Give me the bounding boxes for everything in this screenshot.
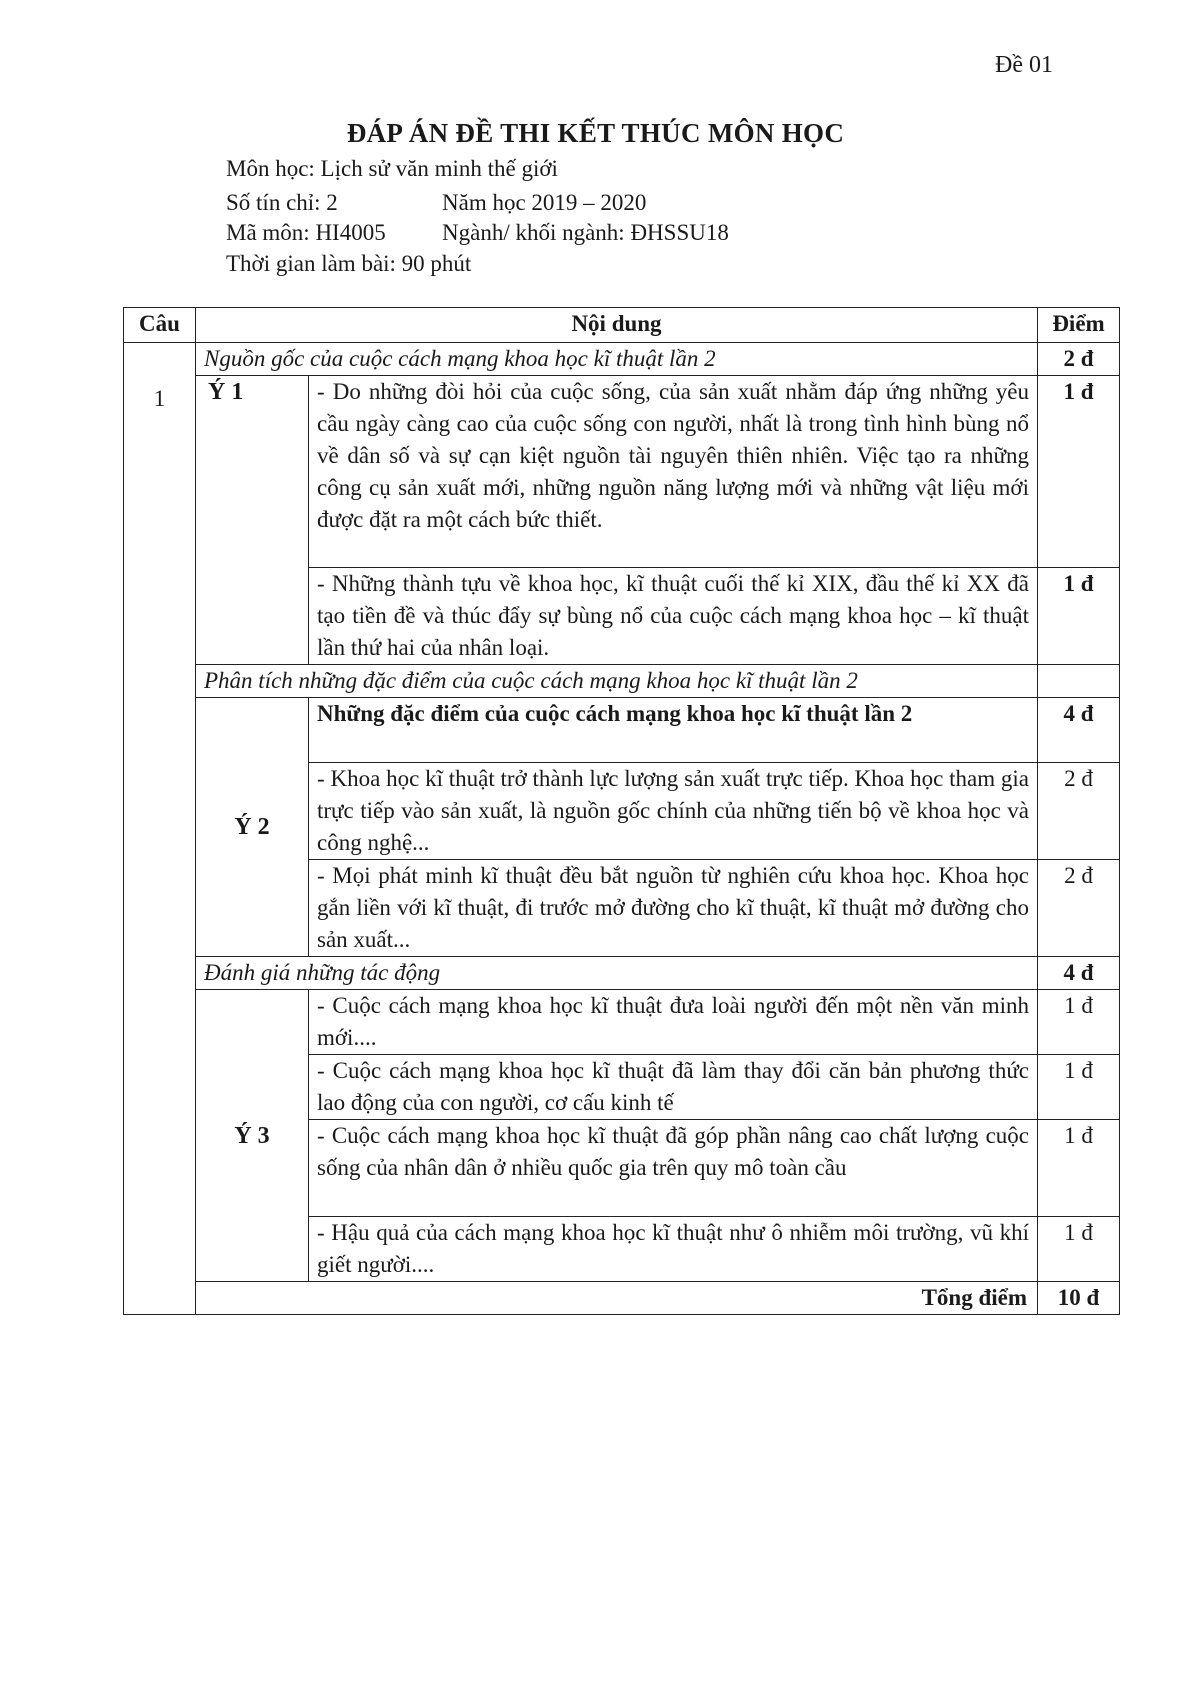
section-title-row: [124, 343, 1120, 376]
sub-question-label: Ý 2: [196, 698, 309, 957]
answer-score: 2 đ: [1038, 763, 1120, 860]
section-score: 4 đ: [1038, 957, 1120, 990]
answer-score: 1 đ: [1038, 568, 1120, 665]
answer-score: 1 đ: [1038, 1055, 1120, 1120]
answer-score: 2 đ: [1038, 860, 1120, 957]
answer-content: - Cuộc cách mạng khoa học kĩ thuật đã làm thay đổi căn bản phương thức lao động của con người, cơ cấu kinh tế: [309, 1055, 1038, 1120]
answer-content: - Mọi phát minh kĩ thuật đều bắt nguồn từ nghiên cứu khoa học. Khoa học gắn liền với kĩ thuật, đi trước mở đường cho kĩ thuật, kĩ thuật mở đường cho sản xuất...: [309, 860, 1038, 957]
section-title-row: [124, 957, 1120, 990]
sub-question-label: Ý 1: [196, 376, 309, 665]
question-number: 1: [124, 343, 196, 1315]
section-title-row: [124, 665, 1120, 698]
header-content: Nội dung: [196, 308, 1038, 343]
exam-code: Đề 01: [995, 52, 1053, 78]
credits-line: [226, 190, 647, 216]
answer-content: - Cuộc cách mạng khoa học kĩ thuật đưa loài người đến một nền văn minh mới....: [309, 990, 1038, 1055]
answer-score: 1 đ: [1038, 990, 1120, 1055]
school-year: Năm học 2019 – 2020: [442, 190, 647, 215]
section-score: 2 đ: [1038, 343, 1120, 376]
section-title: Nguồn gốc của cuộc cách mạng khoa học kĩ thuật lần 2: [196, 343, 1038, 376]
major: Ngành/ khối ngành: ĐHSSU18: [442, 220, 729, 245]
section-title: Phân tích những đặc điểm của cuộc cách mạng khoa học kĩ thuật lần 2: [196, 665, 1038, 698]
answer-content: - Do những đòi hỏi của cuộc sống, của sản xuất nhằm đáp ứng những yêu cầu ngày càng cao của cuộc sống con người, nhất là trong tình hình bùng nổ về dân số và sự cạn kiệt nguồn tài nguyên thiên nhiên. Việc tạo ra những công cụ sản xuất mới, những nguồn năng lượng mới và những vật liệu mới được đặt ra một cách bức thiết.: [309, 376, 1038, 568]
course-code-line: [226, 220, 729, 246]
answer-content: Những đặc điểm của cuộc cách mạng khoa học kĩ thuật lần 2: [309, 698, 1038, 763]
table-header-row: [124, 308, 1120, 343]
answer-score: 1 đ: [1038, 1120, 1120, 1217]
answer-content: - Những thành tựu về khoa học, kĩ thuật cuối thế kỉ XIX, đầu thế kỉ XX đã tạo tiền đề và thúc đẩy sự bùng nổ của cuộc cách mạng khoa học – kĩ thuật lần thứ hai của nhân loại.: [309, 568, 1038, 665]
credits: Số tín chỉ: 2: [226, 190, 338, 215]
answer-table: [123, 307, 1120, 1315]
subject-line: Môn học: Lịch sử văn minh thế giới: [226, 156, 558, 181]
section-score: [1038, 665, 1120, 698]
header-question: Câu: [124, 308, 196, 343]
answer-score: 4 đ: [1038, 698, 1120, 763]
sub-question-label: Ý 3: [196, 990, 309, 1282]
answer-content: - Hậu quả của cách mạng khoa học kĩ thuật như ô nhiễm môi trường, vũ khí giết người....: [309, 1217, 1038, 1282]
header-score: Điểm: [1038, 308, 1120, 343]
table-row: [124, 376, 1120, 568]
total-score: 10 đ: [1038, 1282, 1120, 1315]
section-title: Đánh giá những tác động: [196, 957, 1038, 990]
total-row: [124, 1282, 1120, 1315]
course-code: Mã môn: HI4005: [226, 220, 386, 245]
answer-score: 1 đ: [1038, 376, 1120, 568]
duration-line: Thời gian làm bài: 90 phút: [226, 251, 472, 276]
page-title: ĐÁP ÁN ĐỀ THI KẾT THÚC MÔN HỌC: [346, 118, 845, 148]
answer-score: 1 đ: [1038, 1217, 1120, 1282]
answer-content: - Khoa học kĩ thuật trở thành lực lượng sản xuất trực tiếp. Khoa học tham gia trực tiếp vào sản xuất, là nguồn gốc chính của những tiến bộ về khoa học và công nghệ...: [309, 763, 1038, 860]
table-row: [124, 698, 1120, 763]
answer-content: - Cuộc cách mạng khoa học kĩ thuật đã góp phần nâng cao chất lượng cuộc sống của nhân dân ở nhiều quốc gia trên quy mô toàn cầu: [309, 1120, 1038, 1217]
total-label: Tổng điểm: [196, 1282, 1038, 1315]
table-row: [124, 990, 1120, 1055]
